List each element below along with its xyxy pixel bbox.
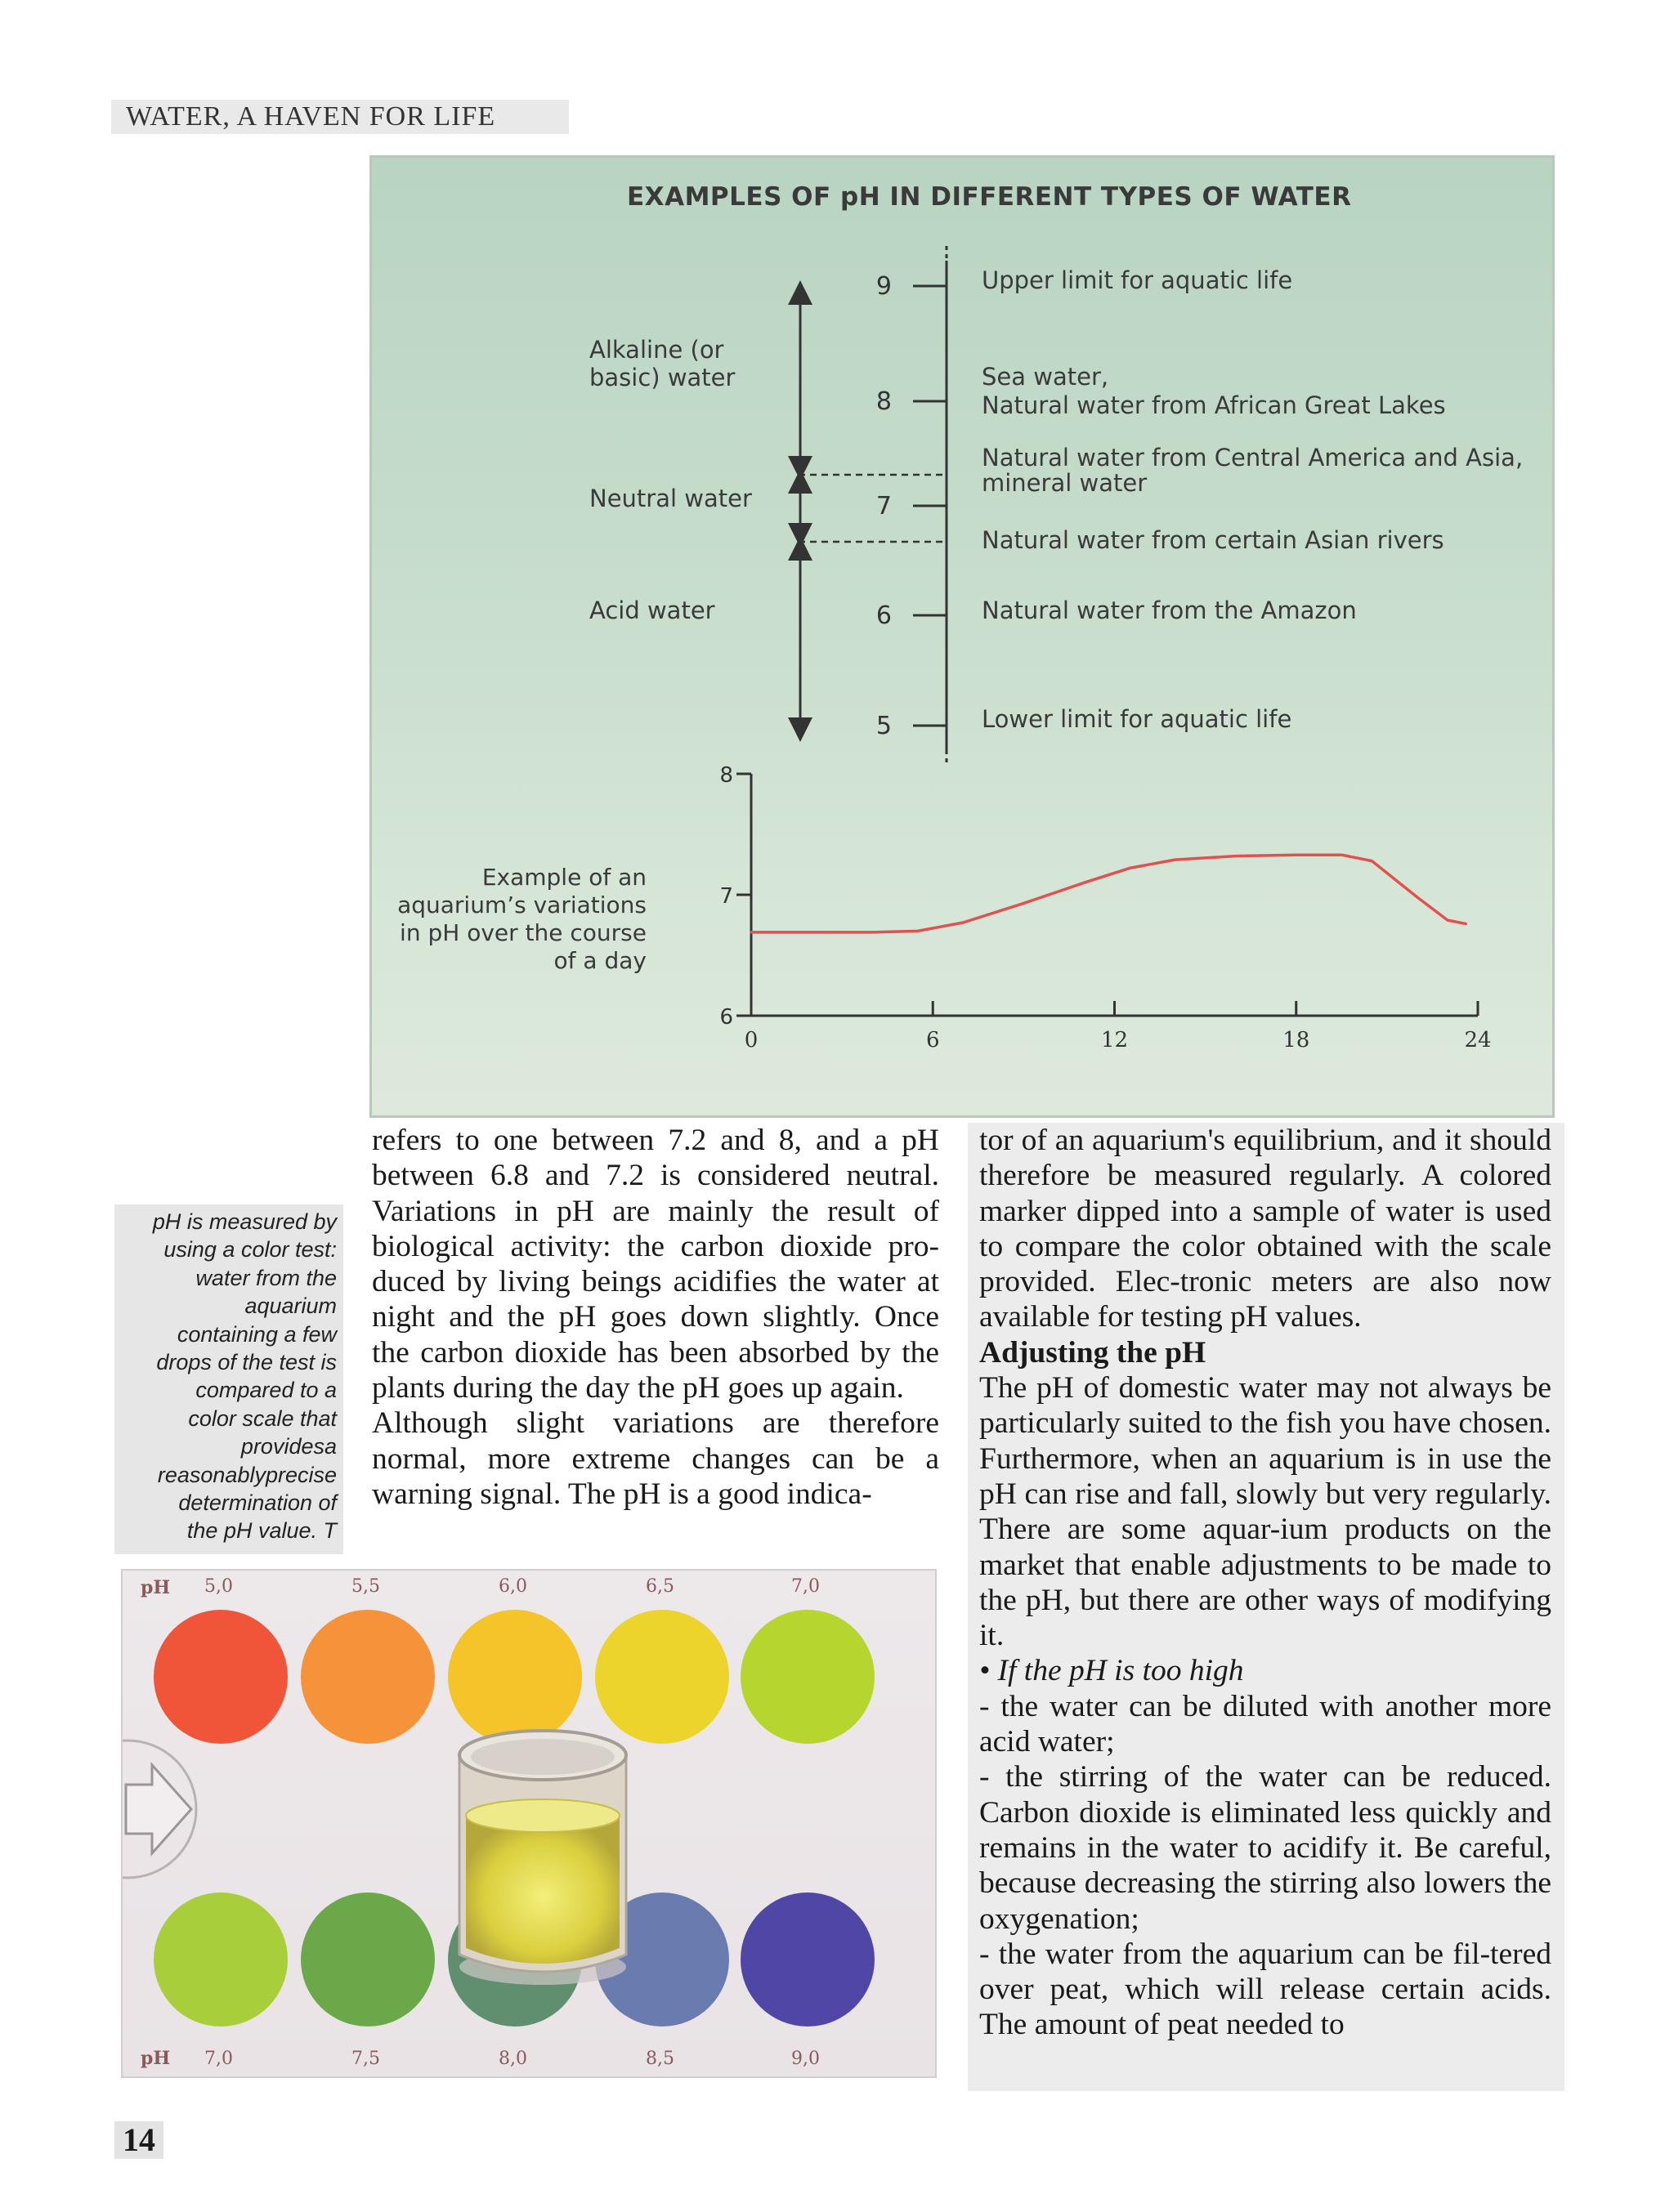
scale-tick-6: 6: [875, 601, 892, 630]
y-tick-label: 7: [719, 884, 733, 909]
daily-ph-chart: [397, 763, 1491, 1052]
caption-line: drops of the test is: [156, 1350, 337, 1375]
color-swatch-top: [741, 1610, 875, 1744]
y-tick-label: 6: [719, 1005, 733, 1030]
scale-tick-5: 5: [875, 712, 892, 740]
chart-label-line1: Example of an: [481, 864, 647, 891]
swatch-value-top: 5,5: [351, 1576, 380, 1597]
label-sea-water-line1: Sea water,: [982, 363, 1109, 391]
x-tick-label: 6: [925, 1028, 940, 1052]
color-swatch-bottom: [741, 1892, 875, 2027]
caption-line: reasonablyprecise: [157, 1462, 337, 1487]
y-tick-label: 8: [719, 763, 733, 788]
x-tick-label: 0: [744, 1028, 759, 1052]
swatch-value-top: 6,0: [499, 1576, 527, 1597]
swatch-value-bottom: 7,5: [351, 2049, 380, 2069]
arrow-indicator-icon: [123, 1741, 196, 1878]
label-central-america-line2: mineral water: [982, 469, 1148, 497]
ph-color-scale-photo: [121, 1569, 937, 2078]
color-swatch-top: [154, 1610, 288, 1744]
running-header: WATER, A HAVEN FOR LIFE: [111, 100, 569, 134]
body-paragraph: The pH of domestic water may not always be particularly suited to the fish you have chosen. Furthermore, when an aquarium is in use the pH can rise and fall, slowly but very regularly. There are some aquar-ium products on the market that enable adjustments to be made to the pH, but there are other ways of modifying it.: [979, 1371, 1551, 1653]
category-alkaline-line1: Alkaline (or: [589, 336, 724, 364]
category-neutral: Neutral water: [589, 485, 752, 512]
swatch-value-bottom: 9,0: [791, 2049, 820, 2069]
scale-ticks: [913, 286, 947, 726]
ph-label-top: pH: [141, 1577, 171, 1598]
dash-item: - the water can be diluted with another more acid water;: [979, 1689, 1551, 1759]
swatch-value-bottom: 8,0: [499, 2049, 527, 2069]
label-amazon: Natural water from the Amazon: [982, 597, 1357, 624]
caption-line: determination of: [178, 1490, 337, 1516]
swatch-value-top: 6,5: [646, 1576, 674, 1597]
body-paragraph: Although slight variations are therefore normal, more extreme changes can be a warning signal. The pH is a good indica-: [372, 1406, 939, 1511]
figure-title: EXAMPLES OF pH IN DIFFERENT TYPES OF WATER: [627, 182, 1352, 212]
color-swatch-top: [595, 1610, 729, 1744]
body-column-middle: [372, 1123, 939, 1512]
color-swatch-top: [448, 1610, 582, 1744]
caption-line: color scale that: [188, 1405, 337, 1431]
ph-series-line: [751, 855, 1466, 932]
label-asian-rivers: Natural water from certain Asian rivers: [982, 526, 1444, 554]
color-swatch-top: [301, 1610, 435, 1744]
dash-item: - the water from the aquarium can be fil-tered over peat, which will release certain acids. The amount of peat needed to: [979, 1937, 1551, 2042]
swatch-value-bottom: 8,5: [646, 2049, 674, 2069]
x-tick-label: 12: [1100, 1028, 1129, 1052]
swatch-value-top: 7,0: [791, 1576, 820, 1597]
caption-line: containing a few: [177, 1321, 337, 1347]
test-glass: [459, 1731, 626, 1985]
category-acid: Acid water: [589, 597, 715, 624]
body-paragraph: tor of an aquarium's equilibrium, and it should therefore be measured regularly. A colored marker dipped into a sample of water is used to compare the color obtained with the scale provided. Elec-tronic meters are also now available for testing pH values.: [979, 1124, 1551, 1334]
caption-line: aquarium: [244, 1294, 337, 1319]
label-central-america-line1: Natural water from Central America and Asia,: [982, 444, 1524, 471]
swatch-value-bottom: 7,0: [204, 2049, 233, 2069]
body-column-right: [979, 1123, 1551, 2043]
body-paragraph: refers to one between 7.2 and 8, and a pH between 6.8 and 7.2 is considered neutral. Variations in pH are mainly the result of biological activity: the carbon dioxide pro-duced by living beings acidifies the water at night and the pH goes down slightly. Once the carbon dioxide has been absorbed by the plants during the day the pH goes up again.: [372, 1124, 939, 1405]
page-number: 14: [114, 2121, 163, 2159]
ph-label-bottom: pH: [141, 2048, 171, 2069]
color-swatch-bottom: [154, 1892, 288, 2027]
section-heading: Adjusting the pH: [979, 1335, 1206, 1370]
caption-line: using a color test:: [163, 1237, 337, 1262]
caption-line: water from the: [195, 1265, 337, 1290]
label-upper-limit: Upper limit for aquatic life: [982, 266, 1293, 294]
label-lower-limit: Lower limit for aquatic life: [982, 705, 1292, 733]
label-sea-water-line2: Natural water from African Great Lakes: [982, 391, 1446, 419]
photo-caption: [114, 1204, 343, 1554]
ph-figure: [369, 155, 1555, 1118]
x-tick-label: 24: [1464, 1028, 1492, 1052]
chart-label-line2: aquarium’s variations: [397, 892, 647, 918]
category-alkaline-line2: basic) water: [589, 364, 736, 391]
caption-line: providesa: [240, 1434, 337, 1459]
dash-item: - the stirring of the water can be reduced. Carbon dioxide is eliminated less quickly and remains in the water to acidify it. Be careful, because decreasing the stirring also lowers the oxygenation;: [979, 1760, 1551, 1936]
scale-tick-8: 8: [875, 387, 892, 416]
chart-label-line4: of a day: [553, 947, 647, 974]
color-swatch-bottom: [301, 1892, 435, 2027]
caption-line: the pH value. T: [186, 1518, 337, 1544]
caption-line: pH is measured by: [152, 1209, 337, 1234]
swatch-value-top: 5,0: [204, 1576, 233, 1597]
scale-tick-7: 7: [875, 492, 892, 521]
scale-tick-9: 9: [875, 272, 892, 301]
caption-line: compared to a: [195, 1378, 337, 1403]
chart-label-line3: in pH over the course: [400, 919, 647, 946]
bullet-heading: • If the pH is too high: [979, 1654, 1244, 1688]
x-tick-label: 18: [1282, 1028, 1310, 1052]
